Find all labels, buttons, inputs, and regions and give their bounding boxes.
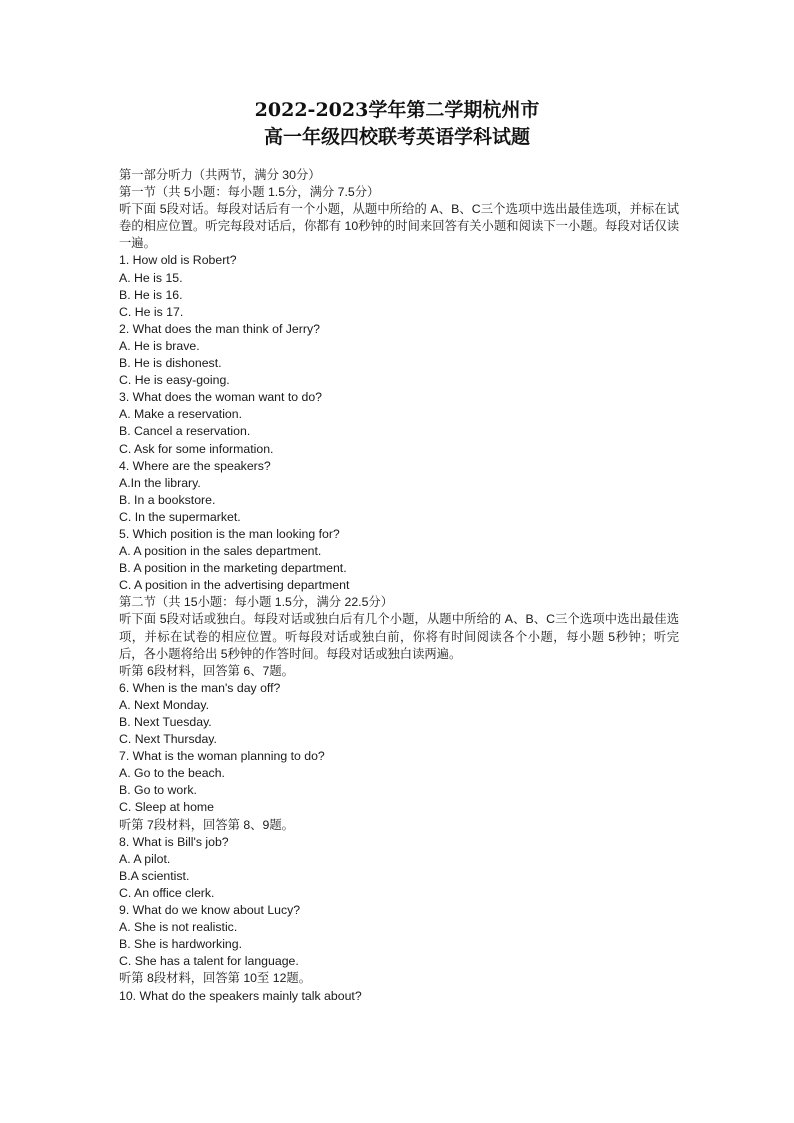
option-b: B. He is 16. [119, 287, 183, 302]
section1-heading: 第一节（共 5小题：每小题 1.5分，满分 7.5分） [119, 185, 380, 200]
option-a: A. She is not realistic. [119, 920, 238, 935]
option-c: C. Sleep at home [119, 800, 215, 815]
question-block [119, 321, 679, 389]
option-b: B. Next Tuesday. [119, 715, 212, 729]
question-text: 4. Where are the speakers? [119, 458, 271, 473]
question-text: 3. What does the woman want to do? [119, 390, 323, 405]
option-b: B. She is hardworking. [119, 937, 243, 952]
option-a: A. He is brave. [119, 338, 200, 353]
option-b: B. A position in the marketing department. [119, 561, 347, 576]
section2-heading: 第二节（共 15小题：每小题 1.5分，满分 22.5分） [119, 595, 394, 610]
exam-title-line1: 2022-2023学年第二学期杭州市 [254, 99, 540, 121]
question-text: 5. Which position is the man looking for? [119, 526, 340, 541]
material-heading: 听第 6段材料，回答第 6、7题。 [119, 663, 294, 678]
option-a: A. He is 15. [119, 270, 183, 285]
section2-instructions: 听下面 5段对话或独白。每段对话或独白后有几个小题，从题中所给的 A、B、C三个选项中选出最佳选项，并标在试卷的相应位置。听每段对话或独白前，你将有时间阅读各个小题，每小题 5秒钟；听完后，各小题将给出 5秒钟的作答时间。每段对话或独白读两遍。 [119, 612, 679, 661]
section1-instructions: 听下面 5段对话。每段对话后有一个小题，从题中所给的 A、B、C三个选项中选出最佳选项，并标在试卷的相应位置。听完每段对话后，你都有 10秒钟的时间来回答有关小题和阅读下一小题。每段对话仅读一遍。 [119, 202, 679, 251]
option-c: C. In the supermarket. [119, 509, 241, 524]
option-c: C. An office clerk. [119, 885, 215, 900]
question-block [119, 834, 679, 902]
question-text: 2. What does the man think of Jerry? [119, 321, 320, 336]
question-text: 9. What do we know about Lucy? [119, 903, 301, 918]
option-a: A.In the library. [119, 475, 201, 490]
option-c: C. She has a talent for language. [119, 954, 299, 969]
option-a: A. A position in the sales department. [119, 544, 322, 559]
question-block [119, 748, 679, 816]
question-block [119, 902, 679, 970]
option-a: A. Go to the beach. [119, 766, 225, 781]
material-heading: 听第 7段材料，回答第 8、9题。 [119, 817, 294, 832]
question-text: 1. How old is Robert? [119, 253, 237, 268]
option-b: B. He is dishonest. [119, 356, 222, 371]
option-c: C. Next Thursday. [119, 732, 217, 747]
option-a: A. Next Monday. [119, 697, 209, 712]
option-b: B.A scientist. [119, 868, 190, 883]
exam-body [119, 167, 679, 1005]
question-block [119, 252, 679, 320]
option-a: A. Make a reservation. [119, 407, 243, 422]
question-text: 6. When is the man's day off? [119, 680, 281, 695]
question-text: 8. What is Bill's job? [119, 834, 229, 849]
question-text: 10. What do the speakers mainly talk about? [119, 988, 362, 1003]
option-a: A. A pilot. [119, 851, 171, 866]
question-block [119, 389, 679, 457]
option-c: C. He is 17. [119, 304, 184, 319]
exam-title-line2: 高一年级四校联考英语学科试题 [263, 126, 530, 148]
option-b: B. Go to work. [119, 783, 197, 798]
option-c: C. He is easy-going. [119, 373, 230, 388]
part1-heading: 第一部分听力（共两节，满分 30分） [119, 168, 321, 182]
question-text: 7. What is the woman planning to do? [119, 749, 325, 764]
option-b: B. Cancel a reservation. [119, 424, 251, 439]
question-block [119, 526, 679, 594]
option-b: B. In a bookstore. [119, 492, 216, 507]
material-heading: 听第 8段材料，回答第 10至 12题。 [119, 971, 312, 986]
option-c: C. Ask for some information. [119, 441, 274, 456]
option-c: C. A position in the advertising department [119, 578, 350, 593]
question-block [119, 680, 679, 748]
question-block [119, 458, 679, 526]
